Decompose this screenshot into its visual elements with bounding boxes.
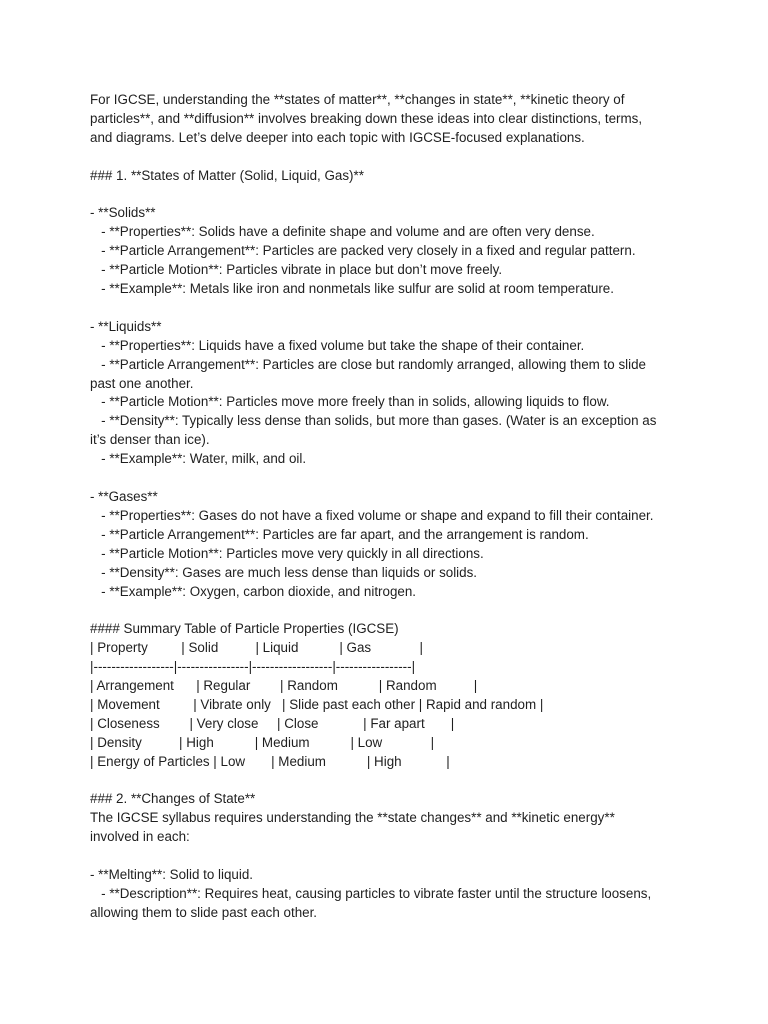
solids-arrangement: - **Particle Arrangement**: Particles are packed very closely in a fixed and regular pattern. bbox=[90, 243, 636, 259]
changes-intro-1: The IGCSE syllabus requires understanding the **state changes** and **kinetic energy** bbox=[90, 810, 615, 826]
blank-line bbox=[90, 847, 690, 866]
changes-intro-2: involved in each: bbox=[90, 829, 190, 845]
gases-example: - **Example**: Oxygen, carbon dioxide, and nitrogen. bbox=[90, 583, 417, 599]
blank-line bbox=[90, 148, 690, 167]
section-heading-changes: ### 2. **Changes of State** bbox=[90, 791, 256, 807]
solids-properties: - **Properties**: Solids have a definite shape and volume and are often very dense. bbox=[90, 224, 595, 240]
table-row-arrangement: | Arrangement | Regular | Random | Random | bbox=[90, 678, 478, 694]
melting-heading: - **Melting**: Solid to liquid. bbox=[90, 867, 254, 883]
table-row-closeness: | Closeness | Very close | Close | Far apart | bbox=[90, 715, 455, 731]
blank-line bbox=[90, 186, 690, 205]
blank-line bbox=[90, 601, 690, 620]
blank-line bbox=[90, 469, 690, 488]
liquids-properties: - **Properties**: Liquids have a fixed volume but take the shape of their container. bbox=[90, 337, 585, 353]
gases-motion: - **Particle Motion**: Particles move very quickly in all directions. bbox=[90, 545, 484, 561]
intro-line-1: For IGCSE, understanding the **states of matter**, **changes in state**, **kinetic theory of bbox=[90, 92, 625, 107]
melting-description: - **Description**: Requires heat, causing particles to vibrate faster until the structure loosens, bbox=[90, 885, 652, 901]
gases-arrangement: - **Particle Arrangement**: Particles are far apart, and the arrangement is random. bbox=[90, 526, 589, 542]
document-body bbox=[90, 91, 690, 923]
liquids-arrangement: - **Particle Arrangement**: Particles are close but randomly arranged, allowing them to slide bbox=[90, 356, 646, 372]
blank-line bbox=[90, 772, 690, 791]
table-row-density: | Density | High | Medium | Low | bbox=[90, 734, 435, 750]
summary-table-heading: #### Summary Table of Particle Properties (IGCSE) bbox=[90, 621, 399, 637]
liquids-arrangement-cont: past one another. bbox=[90, 375, 194, 391]
table-separator-row: |------------------|----------------|------------------|-----------------| bbox=[90, 659, 416, 675]
gases-density: - **Density**: Gases are much less dense than liquids or solids. bbox=[90, 564, 478, 580]
section-heading-states: ### 1. **States of Matter (Solid, Liquid, Gas)** bbox=[90, 167, 364, 183]
table-header-row: | Property | Solid | Liquid | Gas | bbox=[90, 640, 423, 656]
liquids-density: - **Density**: Typically less dense than solids, but more than gases. (Water is an exception as bbox=[90, 413, 657, 429]
table-row-energy: | Energy of Particles | Low | Medium | High | bbox=[90, 753, 450, 769]
blank-line bbox=[90, 299, 690, 318]
intro-line-3: and diagrams. Let’s delve deeper into each topic with IGCSE-focused explanations. bbox=[90, 129, 585, 145]
gases-properties: - **Properties**: Gases do not have a fixed volume or shape and expand to fill their container. bbox=[90, 507, 654, 523]
liquids-motion: - **Particle Motion**: Particles move more freely than in solids, allowing liquids to flow. bbox=[90, 394, 610, 410]
liquids-example: - **Example**: Water, milk, and oil. bbox=[90, 451, 307, 467]
solids-heading: - **Solids** bbox=[90, 205, 156, 221]
liquids-heading: - **Liquids** bbox=[90, 318, 162, 334]
table-row-movement: | Movement | Vibrate only | Slide past each other | Rapid and random | bbox=[90, 696, 544, 712]
intro-line-2: particles**, and **diffusion** involves breaking down these ideas into clear distinctions, terms, bbox=[90, 110, 643, 126]
liquids-density-cont: it’s denser than ice). bbox=[90, 432, 210, 448]
melting-description-cont: allowing them to slide past each other. bbox=[90, 904, 318, 920]
solids-motion: - **Particle Motion**: Particles vibrate in place but don’t move freely. bbox=[90, 262, 503, 278]
solids-example: - **Example**: Metals like iron and nonmetals like sulfur are solid at room temperature. bbox=[90, 281, 614, 297]
gases-heading: - **Gases** bbox=[90, 488, 158, 504]
